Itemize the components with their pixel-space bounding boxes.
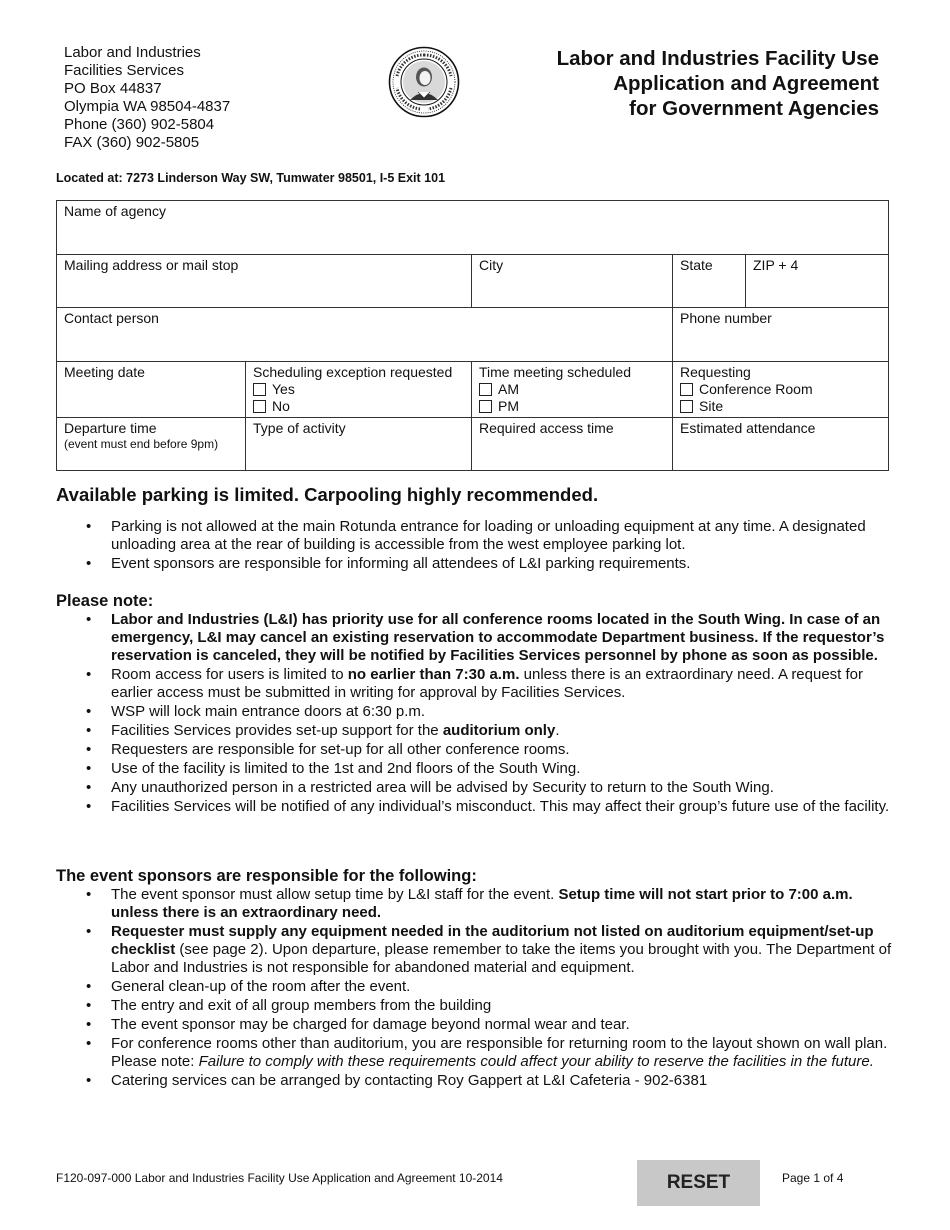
time-scheduled-label: Time meeting scheduled [479,363,632,380]
exception-no-option[interactable] [253,398,464,415]
attendance-field[interactable] [673,417,889,471]
requesting-label: Requesting [680,363,751,380]
departure-time-field[interactable] [57,417,246,471]
address-line: PO Box 44837 [64,80,162,97]
activity-type-label: Type of activity [253,419,346,436]
exception-no-checkbox[interactable] [253,400,266,413]
zip-field[interactable] [746,254,889,308]
zip-label: ZIP + 4 [753,256,799,273]
phone-number-field[interactable] [673,308,889,362]
list-item: • Parking is not allowed at the main Rotunda entrance for loading or unloading equipment at any time. A designated unloading area at the rear of building is accessible from the west employee parking lot. [56,518,901,554]
list-text: Facilities Services provides set-up support for the [111,722,443,739]
time-scheduled-cell [472,361,673,417]
list-item: • The entry and exit of all group members from the building [56,997,901,1015]
list-item: • Facilities Services will be notified of any individual’s misconduct. This may affect their group’s future use of the facility. [56,798,901,816]
contact-person-field[interactable] [57,308,673,362]
priority-text: Labor and Industries (L&I) has priority use for all conference rooms located in the South Wing. In case of an emergency, L&I may cancel an existing reservation to accommodate Department business. If the requestor’s reservation is canceled, they will be notified by Facilities Services personnel by phone as soon as possible. [111,611,885,664]
list-text-italic: Failure to comply with these requirements could affect your ability to reserve the facilities in the future. [198,1053,874,1070]
washington-state-seal-icon [388,46,460,118]
exception-yes-label: Yes [272,380,295,397]
site-checkbox[interactable] [680,400,693,413]
list-text-bold: Setup time will not start prior to 7:00 a.m. unless there is an extraordinary need. [111,886,853,921]
city-label: City [479,256,504,273]
list-item: • Event sponsors are responsible for informing all attendees of L&I parking requirements. [56,555,901,573]
conference-room-label: Conference Room [699,380,813,397]
address-line: Facilities Services [64,62,185,79]
list-item [56,666,901,702]
conference-room-option[interactable] [680,381,881,398]
time-pm-option[interactable] [479,398,665,415]
meeting-date-label: Meeting date [64,363,145,380]
list-text-bold: Requester must supply any equipment needed in the auditorium not listed on auditorium equipment/set-up checklist [111,923,874,958]
list-text-bold: no earlier than 7:30 a.m. [347,666,520,683]
please-note-list [56,611,901,816]
form-id: F120-097-000 Labor and Industries Facility Use Application and Agreement 10-2014 [56,1171,503,1185]
list-text: . [555,722,560,739]
scheduling-exception-cell [246,361,472,417]
parking-section [56,484,901,574]
page-number: Page 1 of 4 [782,1171,844,1185]
sponsors-heading: The event sponsors are responsible for the following: [56,867,477,885]
title-line: Labor and Industries Facility Use [556,47,879,70]
state-label: State [680,256,713,273]
contact-person-label: Contact person [64,310,159,326]
sponsors-section [56,866,901,1091]
reset-button[interactable]: RESET [637,1160,760,1206]
meeting-date-field[interactable] [57,361,246,417]
please-note-heading: Please note: [56,592,154,610]
activity-type-field[interactable] [246,417,472,471]
phone-number-label: Phone number [680,310,772,326]
time-am-checkbox[interactable] [479,383,492,396]
agency-address [64,44,230,152]
state-field[interactable] [673,254,746,308]
agency-name-label: Name of agency [64,203,166,219]
site-label: Site [699,397,724,414]
exception-no-label: No [272,397,290,414]
time-am-label: AM [498,380,519,397]
conference-room-checkbox[interactable] [680,383,693,396]
location-line: Located at: 7273 Linderson Way SW, Tumwater 98501, I-5 Exit 101 [56,171,446,185]
list-item: • WSP will lock main entrance doors at 6:30 p.m. [56,703,901,721]
title-line: Application and Agreement [613,72,879,95]
please-note-section [56,591,901,817]
list-item [56,722,901,740]
requesting-cell [673,361,889,417]
access-time-label: Required access time [479,419,614,436]
list-text: The event sponsor must allow setup time by L&I staff for the event. [111,886,559,903]
list-item: • General clean-up of the room after the event. [56,978,901,996]
list-item [56,923,901,977]
application-form [56,200,889,471]
list-item [56,1035,901,1071]
list-text: For conference rooms other than auditorium, you are responsible for returning room to the layout shown on wall plan. Please note: [111,1035,888,1070]
list-item: • Requesters are responsible for set-up for all other conference rooms. [56,741,901,759]
list-text: unless there is an extraordinary need. A request for earlier access must be submitted in writing for approval by Facilities Services. [111,666,864,701]
parking-list [56,518,901,573]
address-line: Olympia WA 98504-4837 [64,98,231,115]
mailing-address-field[interactable] [57,254,472,308]
city-field[interactable] [472,254,673,308]
list-text-bold: auditorium only [442,722,556,739]
scheduling-exception-label: Scheduling exception requested [253,363,453,380]
exception-yes-option[interactable] [253,381,464,398]
list-item: • Any unauthorized person in a restricted area will be advised by Security to return to the South Wing. [56,779,901,797]
address-line: FAX (360) 902-5805 [64,134,200,151]
list-item [56,886,901,922]
list-item: • Use of the facility is limited to the 1st and 2nd floors of the South Wing. [56,760,901,778]
sponsors-list [56,886,901,1090]
mailing-address-label: Mailing address or mail stop [64,256,239,273]
address-line: Phone (360) 902-5804 [64,116,215,133]
address-line: Labor and Industries [64,44,201,61]
access-time-field[interactable] [472,417,673,471]
list-text: Room access for users is limited to [111,666,348,683]
agency-name-field[interactable] [57,201,889,255]
time-pm-label: PM [498,397,519,414]
time-am-option[interactable] [479,381,665,398]
form-title [557,46,879,121]
site-option[interactable] [680,398,881,415]
list-text: (see page 2). Upon departure, please remember to take the items you brought with you. The Department of Labor and Industries is not responsible for abandoned material and equipment. [111,941,892,976]
title-line: for Government Agencies [629,97,879,120]
list-item: • Catering services can be arranged by contacting Roy Gappert at L&I Cafeteria - 902-6381 [56,1072,901,1090]
list-item [56,611,901,665]
attendance-label: Estimated attendance [680,419,816,436]
parking-heading: Available parking is limited. Carpooling highly recommended. [56,484,599,505]
list-item: • The event sponsor may be charged for damage beyond normal wear and tear. [56,1016,901,1034]
departure-time-label: Departure time [64,419,157,436]
exception-yes-checkbox[interactable] [253,383,266,396]
departure-time-note: (event must end before 9pm) [64,436,219,451]
time-pm-checkbox[interactable] [479,400,492,413]
